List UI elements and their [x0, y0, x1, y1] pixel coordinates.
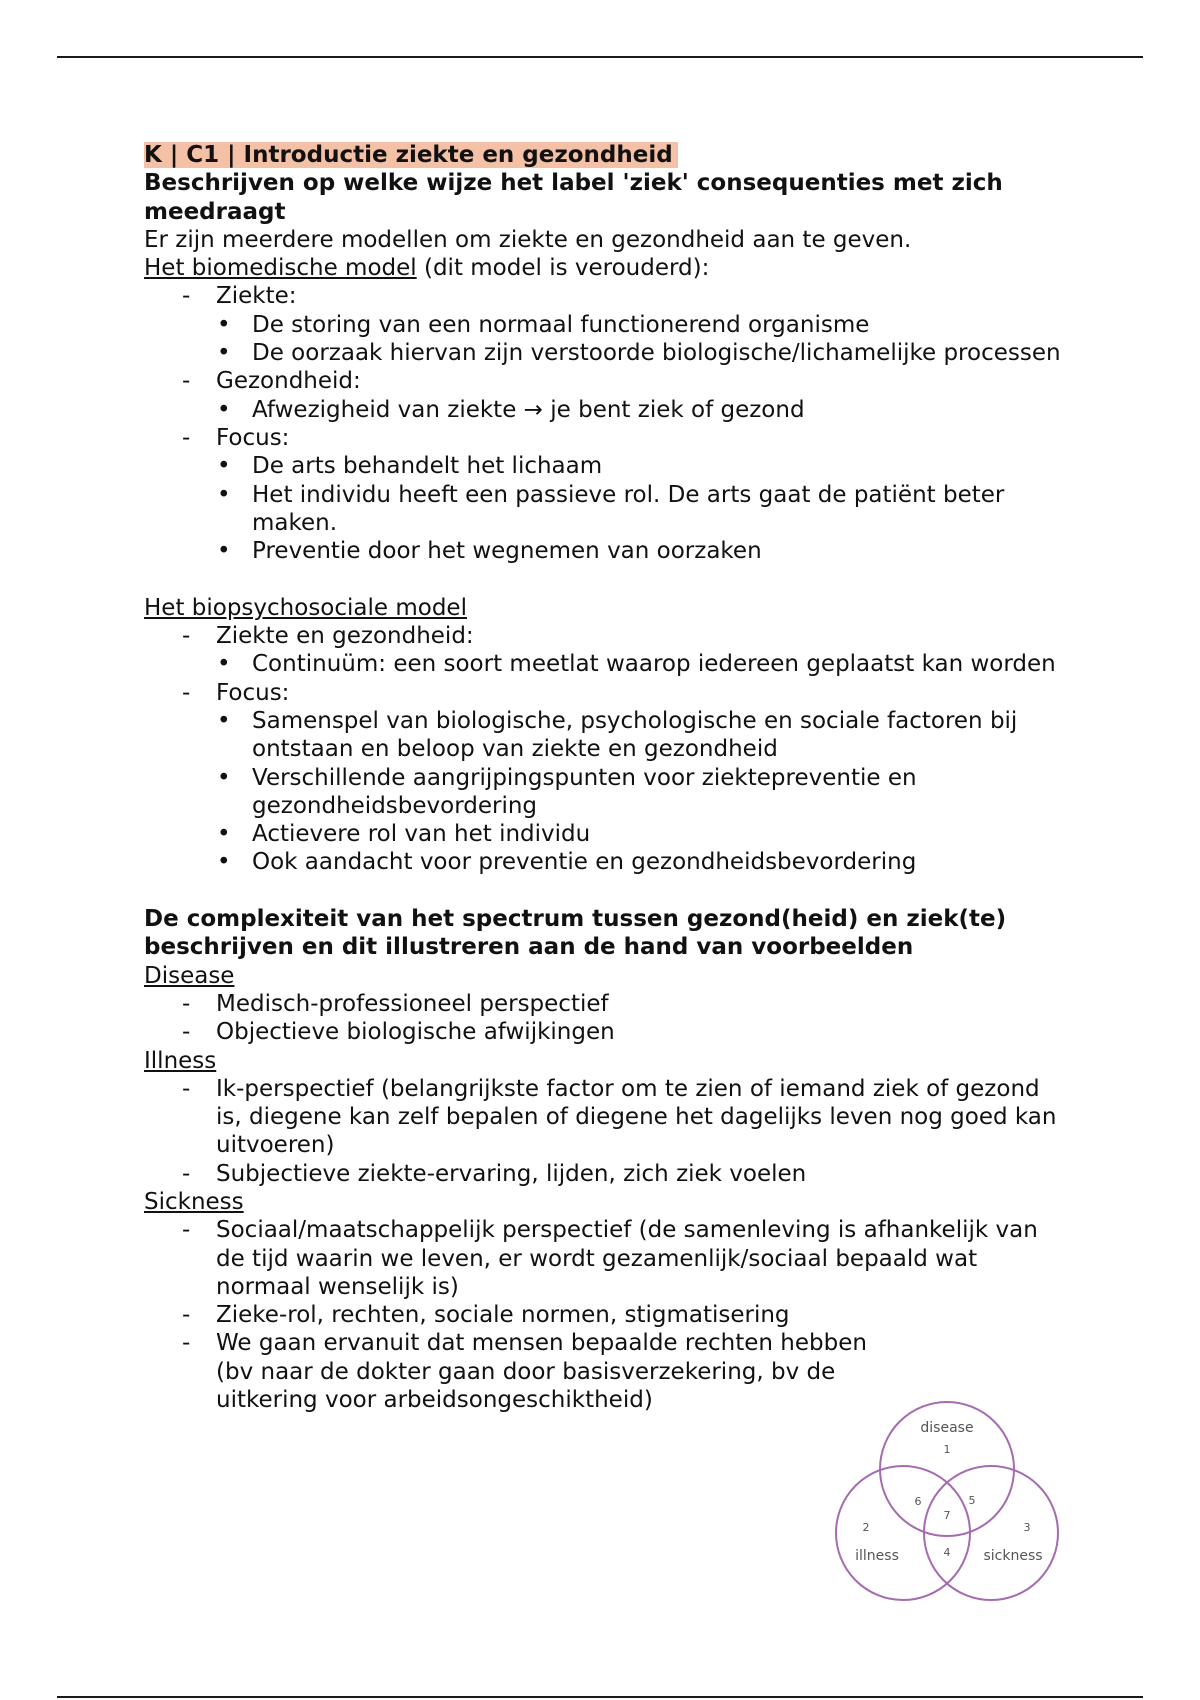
- model2-title: Het biopsychosociale model: [144, 594, 467, 621]
- list-item: • Het individu heeft een passieve rol. De arts gaat de patiënt beter maken.: [144, 481, 1064, 538]
- list-item: - Ik-perspectief (belangrijkste factor om te zien of iemand ziek of gezond is, diegene kan zelf bepalen of diegene het dagelijks leven nog goed kan uitvoeren): [144, 1075, 1064, 1160]
- list-item: - Focus:: [144, 424, 1064, 452]
- list-item: • Verschillende aangrijpingspunten voor ziektepreventie en gezondheidsbevordering: [144, 764, 1064, 821]
- venn-region-4: 4: [943, 1546, 951, 1559]
- model1-title: Het biomedische model: [144, 255, 417, 282]
- venn-label-disease: disease: [920, 1420, 974, 1436]
- venn-region-2: 2: [862, 1521, 870, 1534]
- list-item: - Focus:: [144, 679, 1064, 707]
- model1-title-line: [144, 254, 1064, 282]
- list-item: - Ziekte:: [144, 282, 1064, 310]
- list-item: - Sociaal/maatschappelijk perspectief (de samenleving is afhankelijk van de tijd waarin we leven, er wordt gezamenlijk/sociaal bepaald wat normaal wenselijk is): [144, 1216, 1064, 1301]
- section2-heading: De complexiteit van het spectrum tussen gezond(heid) en ziek(te) beschrijven en dit illustreren aan de hand van voorbeelden: [144, 906, 1007, 961]
- section1-heading: Beschrijven op welke wijze het label 'ziek' consequenties met zich meedraagt: [144, 170, 1003, 225]
- list-item: - Objectieve biologische afwijkingen: [144, 1018, 1064, 1046]
- illness-title: Illness: [144, 1047, 217, 1074]
- list-item: - We gaan ervanuit dat mensen bepaalde rechten hebben (bv naar de dokter gaan door basisverzekering, bv de uitkering voor arbeidsongeschiktheid): [144, 1329, 871, 1414]
- list-item: - Subjectieve ziekte-ervaring, lijden, zich ziek voelen: [144, 1160, 1064, 1188]
- model1-title-suffix: (dit model is verouderd):: [416, 255, 710, 282]
- venn-circle-sickness: [924, 1466, 1058, 1600]
- list-item: • De storing van een normaal functionerend organisme: [144, 311, 1064, 339]
- top-rule: [57, 56, 1143, 58]
- list-item: - Ziekte en gezondheid:: [144, 622, 1064, 650]
- list-item: • Samenspel van biologische, psychologische en sociale factoren bij ontstaan en beloop van ziekte en gezondheid: [144, 707, 1064, 764]
- disease-title: Disease: [144, 962, 235, 989]
- venn-region-3: 3: [1023, 1521, 1031, 1534]
- venn-circle-illness: [836, 1466, 970, 1600]
- venn-region-7: 7: [943, 1509, 951, 1522]
- venn-region-1: 1: [943, 1443, 951, 1456]
- list-item: • Ook aandacht voor preventie en gezondheidsbevordering: [144, 848, 1064, 876]
- list-item: • Continuüm: een soort meetlat waarop iedereen geplaatst kan worden: [144, 650, 1064, 678]
- venn-diagram: [826, 1396, 1072, 1608]
- sickness-title: Sickness: [144, 1188, 244, 1215]
- venn-region-6: 6: [914, 1495, 922, 1508]
- list-item: • De oorzaak hiervan zijn verstoorde biologische/lichamelijke processen: [144, 339, 1064, 367]
- list-item: • Preventie door het wegnemen van oorzaken: [144, 537, 1064, 565]
- bottom-rule: [57, 1696, 1143, 1698]
- list-item: - Zieke-rol, rechten, sociale normen, stigmatisering: [144, 1301, 1064, 1329]
- list-item: - Medisch-professioneel perspectief: [144, 990, 1064, 1018]
- spacer: [144, 877, 1064, 905]
- venn-region-5: 5: [968, 1494, 976, 1507]
- venn-label-sickness: sickness: [983, 1548, 1043, 1564]
- page-title: K | C1 | Introductie ziekte en gezondheid: [144, 141, 1064, 169]
- list-item: • Afwezigheid van ziekte → je bent ziek of gezond: [144, 396, 1064, 424]
- list-item: • Actievere rol van het individu: [144, 820, 1064, 848]
- document-body: [144, 141, 1064, 1414]
- section1-intro: Er zijn meerdere modellen om ziekte en gezondheid aan te geven.: [144, 226, 912, 253]
- spacer: [144, 565, 1064, 593]
- list-item: - Gezondheid:: [144, 367, 1064, 395]
- venn-label-illness: illness: [855, 1548, 899, 1564]
- list-item: • De arts behandelt het lichaam: [144, 452, 1064, 480]
